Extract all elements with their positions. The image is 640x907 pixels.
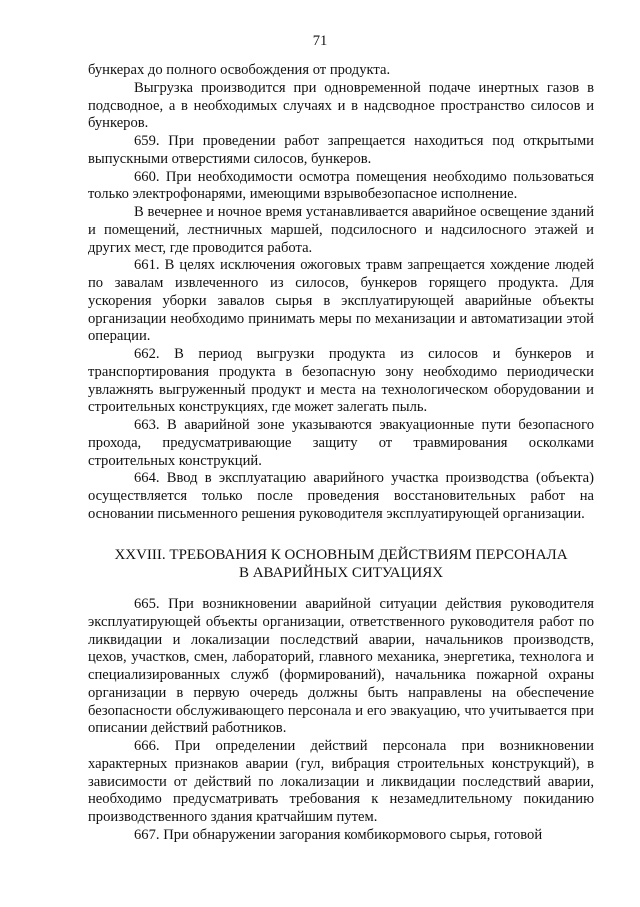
bottom-text-block: [88, 596, 594, 845]
paragraph-659: 659. При проведении работ запрещается находиться под открытыми выпускными отверстиями силосов, бункеров.: [88, 133, 594, 167]
paragraph-660: 660. При необходимости осмотра помещения необходимо пользоваться только электрофонарями, имеющими взрывобезопасное исполнение.: [88, 168, 594, 203]
paragraph-continuation: бункерах до полного освобождения от продукта.: [88, 62, 391, 78]
page-number: 71: [312, 33, 328, 49]
paragraph-unloading: Выгрузка производится при одновременной подаче инертных газов в подсводное, а в необходимых случаях и в надсводное пространство силосов и бункеров.: [88, 79, 594, 132]
paragraph-661: 661. В целях исключения ожоговых травм запрещается хождение людей по завалам извлеченного из силосов, бункеров горящего продукта. Для ускорения уборки завалов сырья в эксплуатирующей аварийные объекты организации необходимо принимать меры по механизации и автоматизации этой операции.: [88, 257, 594, 345]
paragraph-667: 667. При обнаружении загорания комбикормового сырья, готовой: [134, 826, 543, 843]
paragraph-666: 666. При определении действий персонала при возникновении характерных признаков аварии (гул, вибрация строительных конструкций), в зависимости от действий по локализации и ликвидации последствий аварии, необходимо предусматривать требования к незамедлительному покиданию производственного здания кратчайшим путем.: [88, 738, 594, 825]
paragraph-664: 664. Ввод в эксплуатацию аварийного участка производства (объекта) осуществляется только после проведения восстановительных работ на основании письменного решения руководителя эксплуатирующей организации.: [88, 470, 594, 522]
top-text-block: [88, 62, 594, 524]
section-heading-line-1: XXVIII. ТРЕБОВАНИЯ К ОСНОВНЫМ ДЕЙСТВИЯМ ПЕРСОНАЛА: [114, 547, 568, 563]
paragraph-663: 663. В аварийной зоне указываются эвакуационные пути безопасного прохода, предусматривающие защиту от травмирования осколками строительных конструкций.: [88, 417, 594, 469]
section-heading: [88, 546, 594, 582]
paragraph-665: 665. При возникновении аварийной ситуации действия руководителя эксплуатирующей объекты организации, ответственного руководителя работ по ликвидации и локализации последствий аварии, начальников производств, цехов, участков, смен, лабораторий, главного механика, энергетика, технолога и специализированных служб (формирований), начальника пожарной охраны организации в первую очередь должны быть направлены на обеспечение безопасности обслуживающего персонала и его эвакуацию, что учитывается при описании действий работников.: [88, 596, 594, 737]
paragraph-lighting: В вечернее и ночное время устанавливается аварийное освещение зданий и помещений, лестничных маршей, подсилосного и надсилосного этажей и других мест, где проводится работа.: [88, 204, 594, 256]
section-heading-line-2: В АВАРИЙНЫХ СИТУАЦИЯХ: [238, 565, 444, 581]
paragraph-662: 662. В период выгрузки продукта из силосов и бункеров и транспортирования продукта в безопасную зону необходимо периодически увлажнять выгруженный продукт и места на технологическом оборудовании и строительных конструкциях, где может залегать пыль.: [88, 346, 594, 416]
